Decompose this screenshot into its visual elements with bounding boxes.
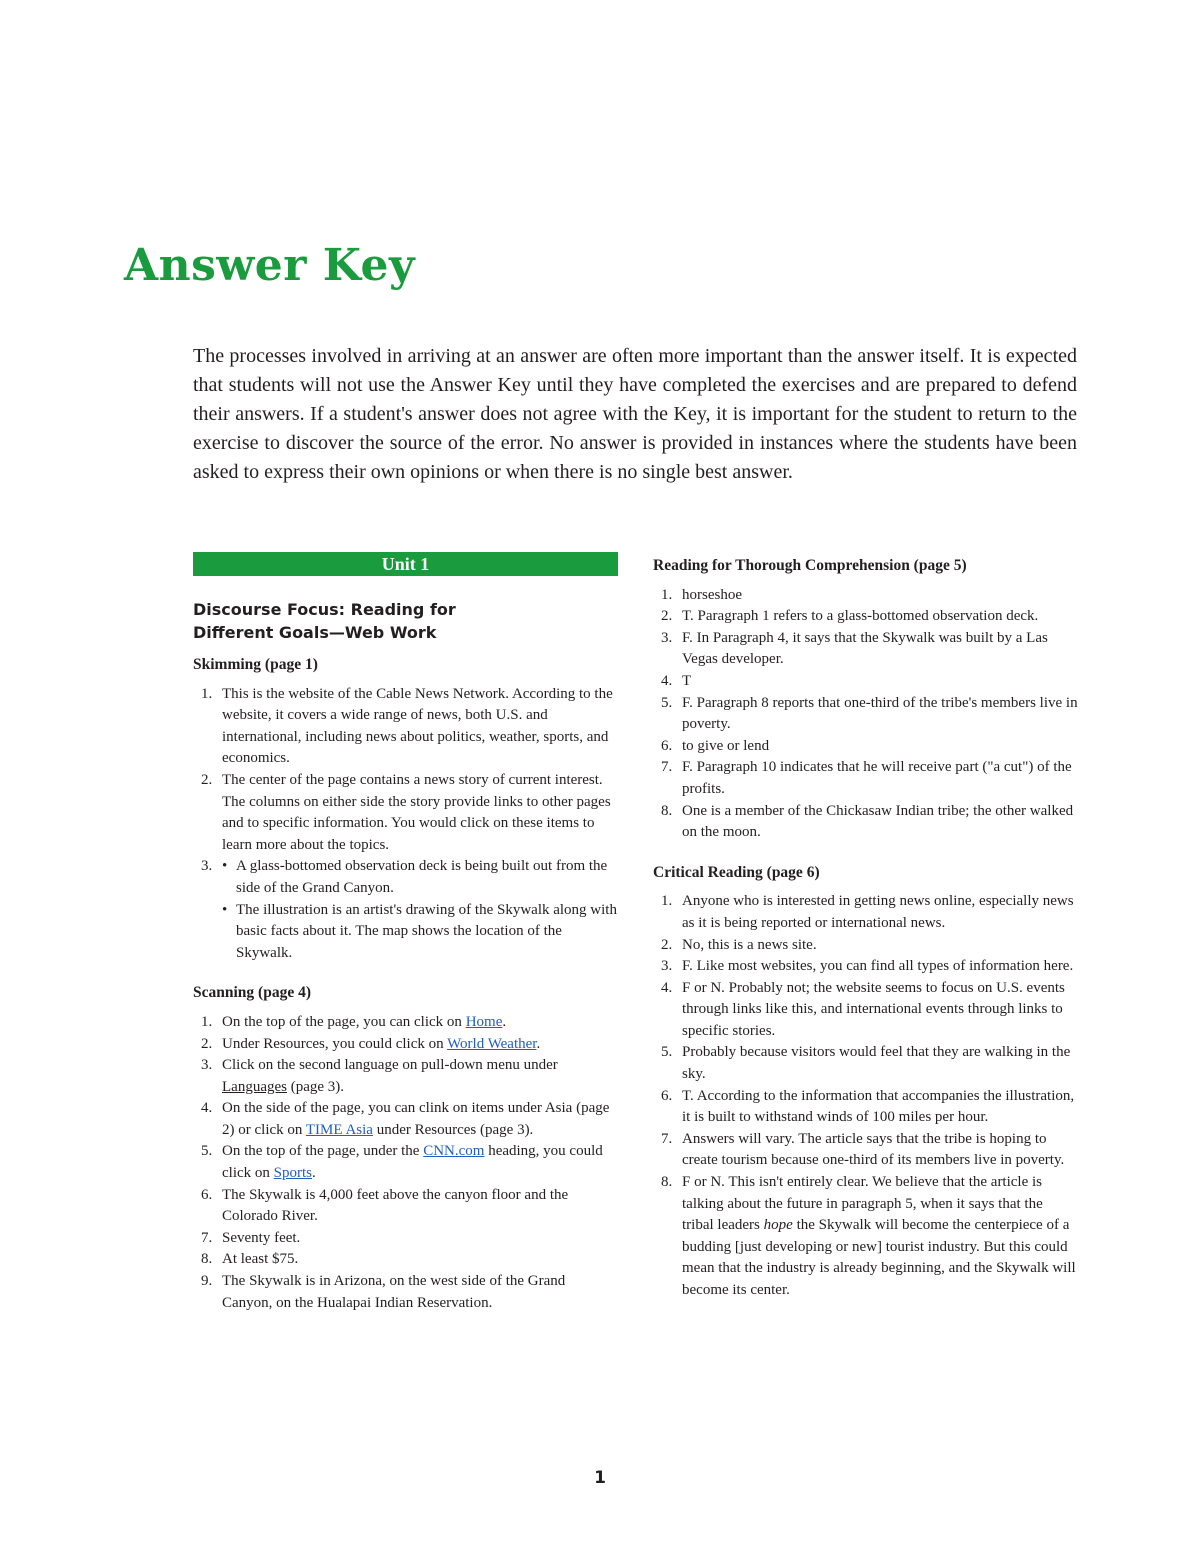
list-item: 9 . The Skywalk is in Arizona, on the west side of the Grand Canyon, on the Hualapai Indian Reservation.: [193, 1271, 618, 1314]
list-item: 6 . The Skywalk is 4,000 feet above the canyon floor and the Colorado River.: [193, 1185, 618, 1228]
list-item: 8 . One is a member of the Chickasaw Indian tribe; the other walked on the moon.: [653, 801, 1078, 844]
item-number: 3 .: [661, 628, 672, 650]
item-number: 1 .: [661, 891, 672, 913]
list-item: 1 . On the top of the page, you can click on Home.: [193, 1012, 618, 1034]
page-number: 1: [594, 1468, 606, 1488]
item-number: 8 .: [661, 801, 672, 823]
world-weather-link[interactable]: World Weather: [447, 1035, 537, 1052]
right-column: [653, 552, 1078, 1320]
home-link[interactable]: Home: [465, 1013, 503, 1030]
list-item: 4 . F or N. Probably not; the website seems to focus on U.S. events through links like this, and international events through links to specific stories.: [653, 978, 1078, 1043]
item-number: 1 .: [661, 585, 672, 607]
cnn-link[interactable]: CNN.com: [423, 1143, 485, 1160]
item-number: 4 .: [201, 1098, 212, 1120]
item-number: 1 .: [201, 1012, 212, 1034]
item-number: 7 .: [201, 1228, 212, 1250]
item-number: 3 .: [201, 856, 212, 878]
item-number: 6 .: [661, 736, 672, 758]
scanning-list: [193, 1012, 618, 1314]
item-number: 8 .: [661, 1172, 672, 1194]
list-item: 8 . At least $75.: [193, 1249, 618, 1271]
item-number: 5 .: [661, 693, 672, 715]
item-number: 9 .: [201, 1271, 212, 1293]
list-item: 5 . On the top of the page, under the CNN.com heading, you could click on Sports.: [193, 1141, 618, 1184]
item-number: 5 .: [661, 1042, 672, 1064]
list-item: 3 . Click on the second language on pull-down menu under Languages (page 3).: [193, 1055, 618, 1098]
item-number: 4 .: [661, 978, 672, 1000]
list-item: 4 . T: [653, 671, 1078, 693]
list-item: [193, 856, 618, 964]
item-number: 6 .: [661, 1086, 672, 1108]
list-item: 7 . Answers will vary. The article says that the tribe is hoping to create tourism because one-third of its members live in poverty.: [653, 1129, 1078, 1172]
section-title: [193, 598, 618, 644]
thorough-heading: Reading for Thorough Comprehension (page 5): [653, 557, 967, 574]
list-item: 3 . F. In Paragraph 4, it says that the Skywalk was built by a Las Vegas developer.: [653, 628, 1078, 671]
list-item: 1 . horseshoe: [653, 585, 1078, 607]
sports-link[interactable]: Sports: [273, 1165, 312, 1182]
item-number: 2 .: [661, 606, 672, 628]
list-item: 6 . to give or lend: [653, 736, 1078, 758]
list-item: 8 . F or N. This isn't entirely clear. We believe that the article is talking about the future in paragraph 5, when it says that the tribal leaders hope the Skywalk will become the centerpiece of a budding [just developing or new] tourist industry. But this could mean that the industry is already beginning, and the Skywalk will become its center.: [653, 1172, 1078, 1302]
list-item: 1 . This is the website of the Cable News Network. According to the website, it covers a wide range of news, both U.S. and international, including news about politics, weather, sports, and economics.: [193, 684, 618, 770]
emphasis-hope: hope: [763, 1217, 793, 1234]
item-number: 7 .: [661, 1129, 672, 1151]
list-item: 2 . Under Resources, you could click on World Weather.: [193, 1034, 618, 1056]
list-item: 4 . On the side of the page, you can clink on items under Asia (page 2) or click on TIME Asia under Resources (page 3).: [193, 1098, 618, 1141]
thorough-list: [653, 585, 1078, 844]
bullet-list: [222, 856, 618, 964]
list-item: 2 . T. Paragraph 1 refers to a glass-bottomed observation deck.: [653, 606, 1078, 628]
item-number: 6 .: [201, 1185, 212, 1207]
time-asia-link[interactable]: TIME Asia: [305, 1121, 373, 1138]
item-number: 2 .: [201, 770, 212, 792]
list-item: 3 . F. Like most websites, you can find all types of information here.: [653, 956, 1078, 978]
item-number: 1 .: [201, 684, 212, 706]
languages-underlined: Languages: [222, 1078, 287, 1095]
item-number: 3 .: [201, 1055, 212, 1077]
item-number: 4 .: [661, 671, 672, 693]
critical-heading: Critical Reading (page 6): [653, 863, 820, 881]
list-item: 1 . Anyone who is interested in getting news online, especially news as it is being reported or international news.: [653, 891, 1078, 934]
page-title: Answer Key: [124, 240, 416, 291]
item-number: 8 .: [201, 1249, 212, 1271]
list-item: 2 . No, this is a news site.: [653, 935, 1078, 957]
list-item: 5 . Probably because visitors would feel that they are walking in the sky.: [653, 1042, 1078, 1085]
item-number: 3 .: [661, 956, 672, 978]
skimming-heading: Skimming (page 1): [193, 656, 318, 673]
bullet-item: • The illustration is an artist's drawing of the Skywalk along with basic facts about it. The map shows the location of the Skywalk.: [222, 900, 618, 965]
item-number: 2 .: [201, 1034, 212, 1056]
skimming-list: [193, 684, 618, 965]
list-item: 5 . F. Paragraph 8 reports that one-third of the tribe's members live in poverty.: [653, 693, 1078, 736]
left-column: [193, 552, 618, 1332]
bullet-item: • A glass-bottomed observation deck is being built out from the side of the Grand Canyon.: [222, 856, 618, 899]
section-title-line1: Discourse Focus: Reading for: [193, 600, 456, 619]
list-item: 7 . F. Paragraph 10 indicates that he will receive part ("a cut") of the profits.: [653, 757, 1078, 800]
item-number: 5 .: [201, 1141, 212, 1163]
scanning-heading: Scanning (page 4): [193, 984, 311, 1002]
intro-paragraph: The processes involved in arriving at an answer are often more important than the answer itself. It is expected that students will not use the Answer Key until they have completed the exercises and are prepared to defend their answers. If a student's answer does not agree with the Key, it is important for the student to return to the exercise to discover the source of the error. No answer is provided in instances where the students have been asked to express their own opinions or when there is no single best answer.: [193, 345, 1077, 483]
list-item: 7 . Seventy feet.: [193, 1228, 618, 1250]
list-item: 2 . The center of the page contains a news story of current interest. The columns on either side the story provide links to other pages and to specific information. You would click on these items to learn more about the topics.: [193, 770, 618, 856]
list-item: 6 . T. According to the information that accompanies the illustration, it is built to withstand winds of 100 miles per hour.: [653, 1086, 1078, 1129]
unit-banner: Unit 1: [193, 552, 618, 576]
item-number: 7 .: [661, 757, 672, 779]
critical-list: [653, 891, 1078, 1301]
item-number: 2 .: [661, 935, 672, 957]
section-title-line2: Different Goals—Web Work: [193, 623, 437, 642]
